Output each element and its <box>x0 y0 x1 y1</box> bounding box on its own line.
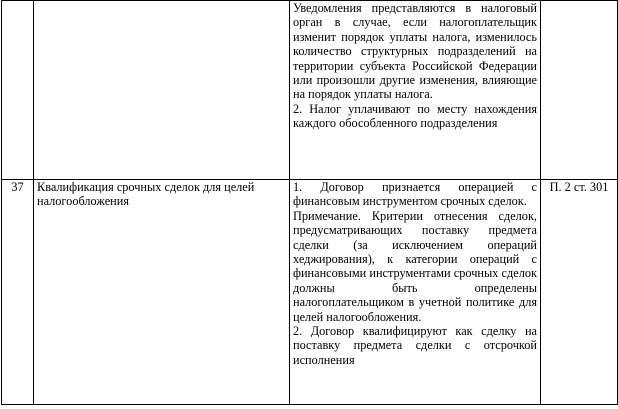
table-row <box>2 180 618 405</box>
text-paragraph: Примечание. Критерии отнесения сделок, предусматривающих поставку предмета сделки (за исключением операций хеджирования), к категории операций с финансовыми инструментами срочных сделок должны быть определены налогоплательщиком в учетной политике для целей налогообложения. <box>293 208 537 324</box>
text-paragraph: Уведомления представляются в налоговый орган в случае, если налогоплательщик изменит порядок уплаты налога, изменилось количество структурных подразделений на территории субъекта Российской Федерации или произошли другие изменения, влияющие на порядок уплаты налога. <box>293 1 537 102</box>
row-title-cell: Квалификация срочных сделок для целей налогообложения <box>34 180 290 405</box>
row-text-cell <box>290 1 541 180</box>
text-paragraph: 1. Договор признается операцией с финансовым инструментом срочных сделок. <box>293 180 537 209</box>
row-number-cell: 37 <box>2 180 34 405</box>
table-row <box>2 1 618 180</box>
row-number-cell <box>2 1 34 180</box>
row-title-cell <box>34 1 290 180</box>
document-table <box>1 0 618 405</box>
text-paragraph: 2. Налог уплачивают по месту нахождения каждого обособленного подразделения <box>293 101 537 131</box>
row-reference-cell <box>541 1 618 180</box>
row-text-cell <box>290 180 541 405</box>
text-paragraph: 2. Договор квалифицируют как сделку на поставку предмета сделки с отсрочкой исполнения <box>293 324 537 367</box>
row-reference-cell: П. 2 ст. 301 <box>541 180 618 405</box>
